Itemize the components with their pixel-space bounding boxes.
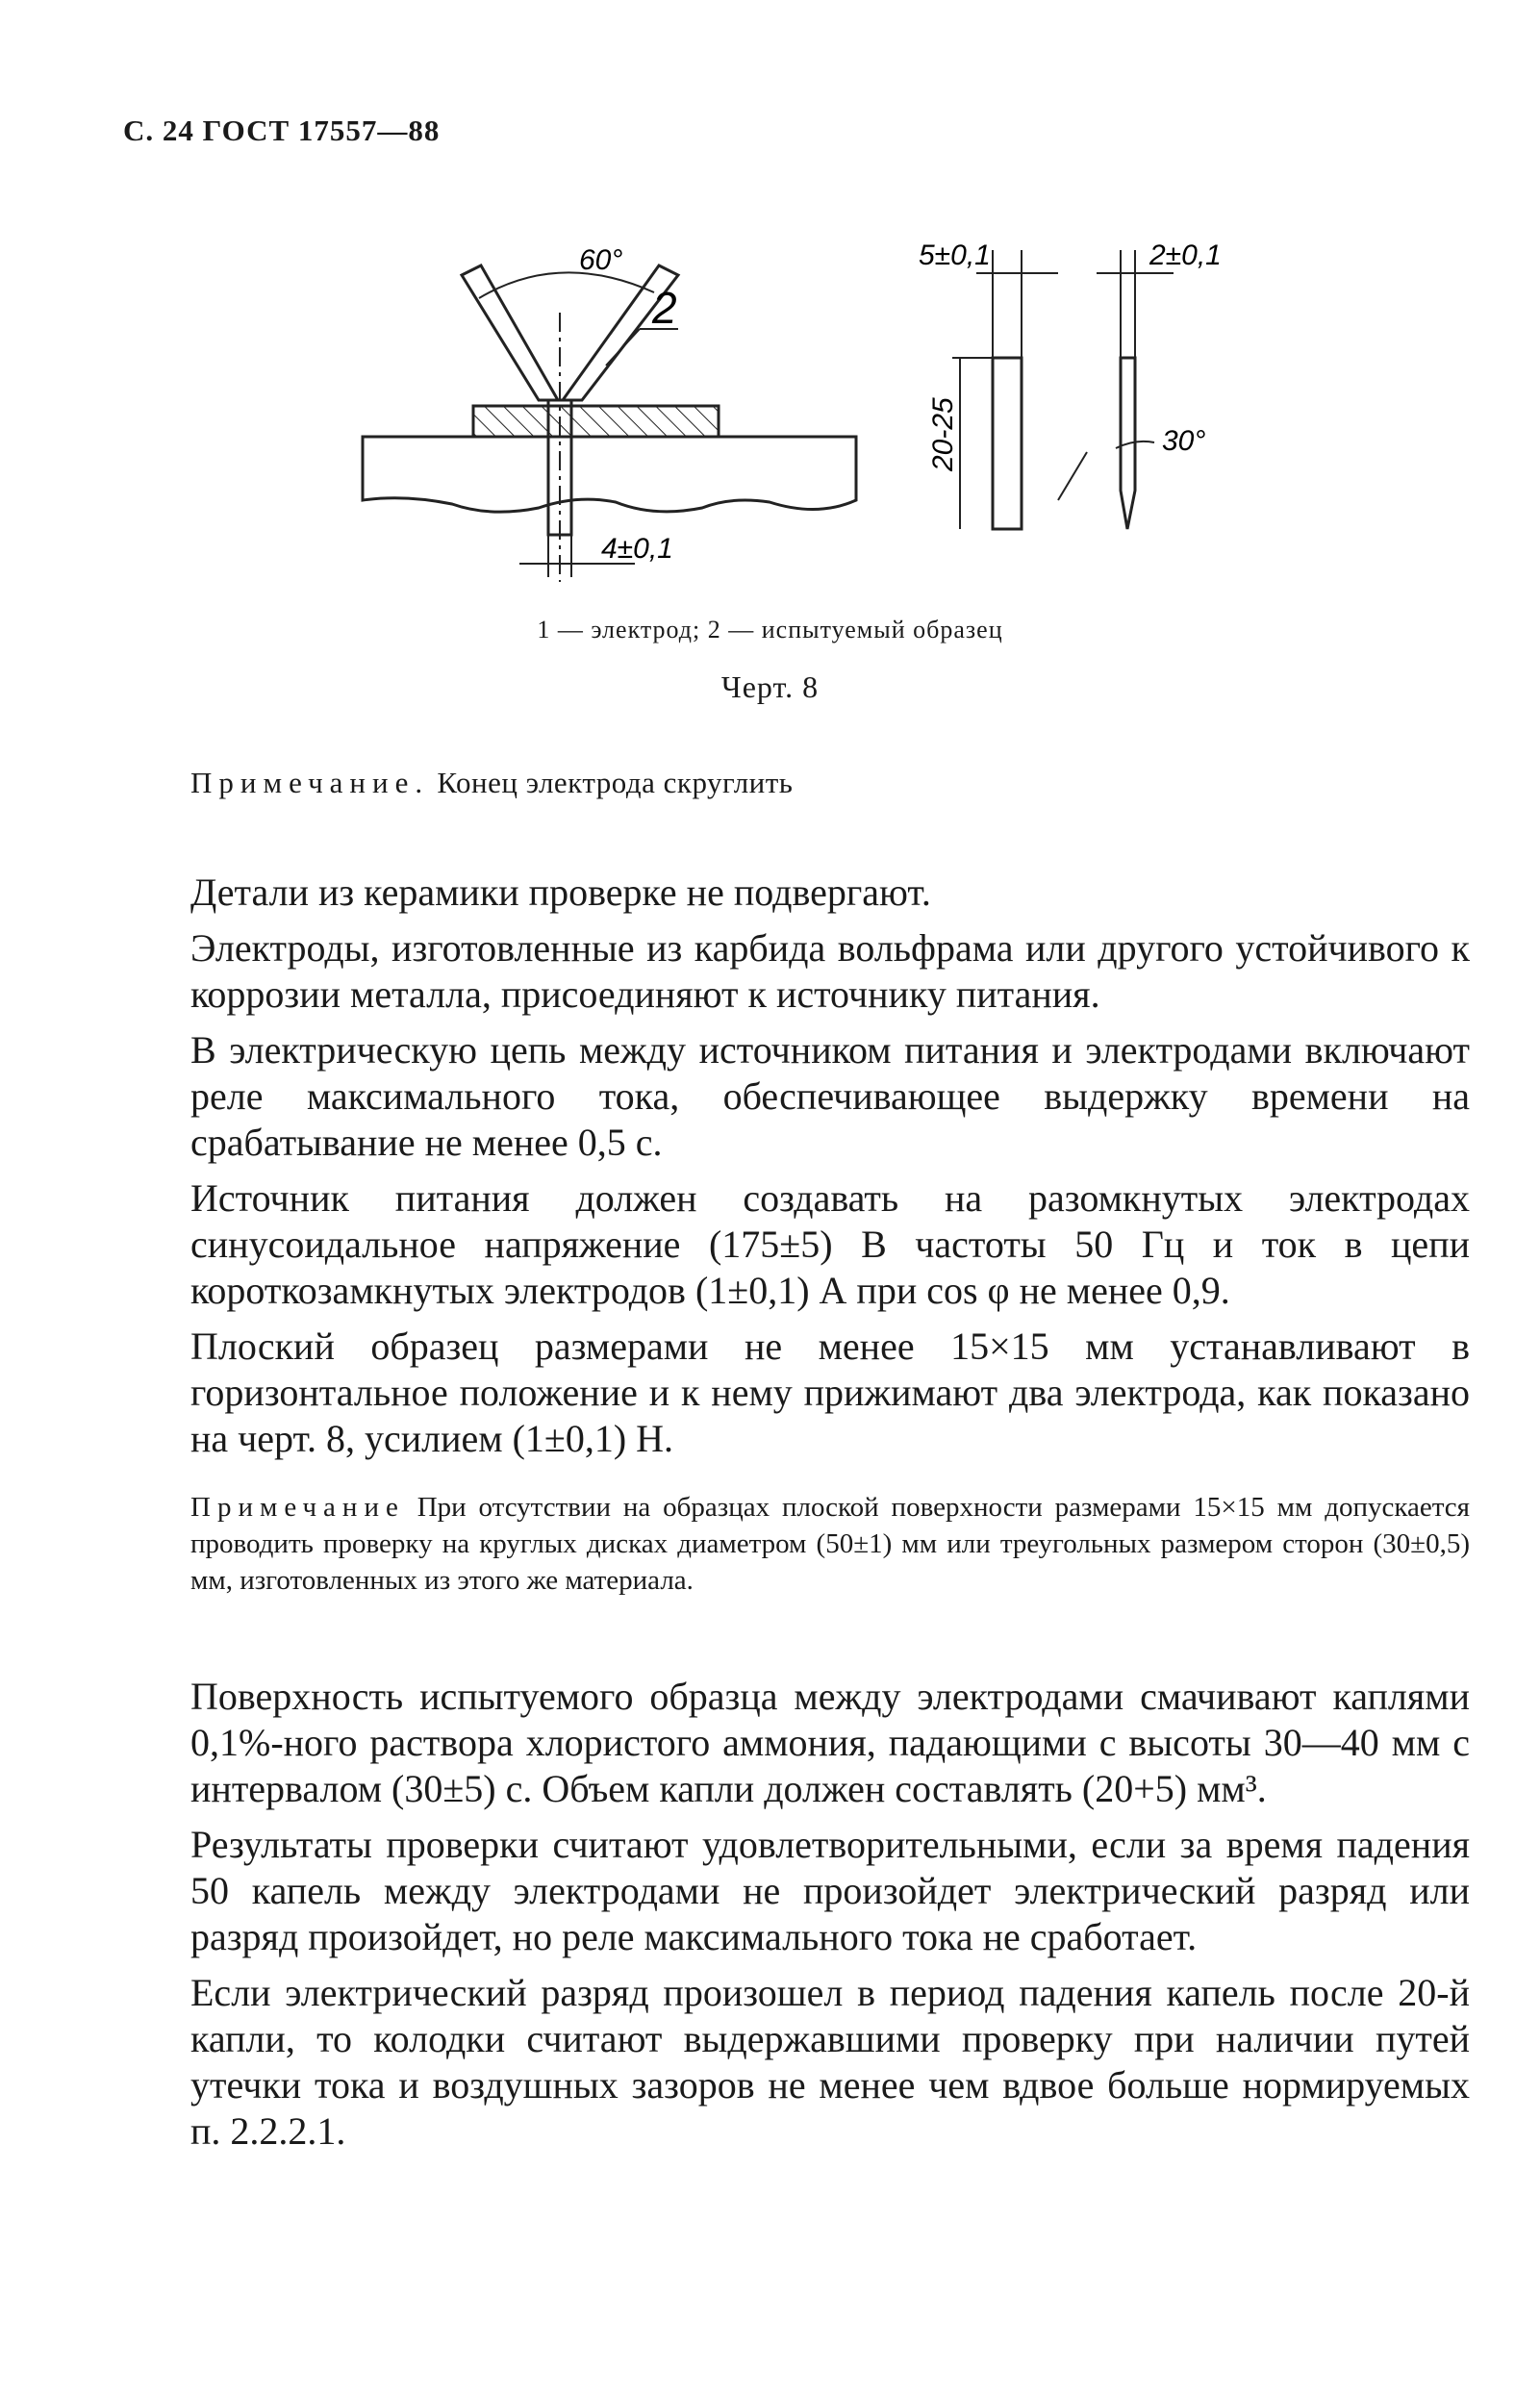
- svg-text:30°: 30°: [1162, 425, 1206, 457]
- paragraph: Электроды, изготовленные из карбида вольфрама или другого устойчивого к коррозии металла, присоединяют к источнику питания.: [190, 926, 1470, 1016]
- electrode-front: [993, 358, 1022, 529]
- body-block-a: [190, 870, 1470, 1472]
- paragraph: Плоский образец размерами не менее 15×15 мм устанавливают в горизонтальное положение и к нему прижимают два электрода, как показано на черт. 8, усилием (1±0,1) Н.: [190, 1325, 1470, 1460]
- note-1-label: Примечание.: [190, 766, 430, 799]
- base-plate: [363, 437, 856, 512]
- figure-drawing: [346, 212, 1270, 596]
- paragraph: Если электрический разряд произошел в период падения капель после 20-й капли, то колодки считают выдержавшими проверку при наличии путей утечки тока и воздушных зазоров не менее чем вдвое больше нормируемых п. 2.2.2.1.: [190, 1971, 1470, 2153]
- paragraph: Результаты проверки считают удовлетворительными, если за время падения 50 капель между электродами не произойдет электрический разряд или разряд произойдет, но реле максимального тока не сработает.: [190, 1823, 1470, 1958]
- figure-caption: 1 — электрод; 2 — испытуемый образец: [537, 616, 1003, 643]
- note-2-label: Примечание: [190, 1492, 405, 1523]
- note-2-text: При отсутствии на образцах плоской поверхности размерами 15×15 мм допускается проводить проверку на круглых дисках диаметром (50±1) мм или треугольных размером сторон (30±0,5) мм, изготовленных из этого же материала.: [190, 1492, 1470, 1596]
- note-2: [190, 1489, 1470, 1599]
- svg-text:60°: 60°: [579, 244, 623, 276]
- svg-text:5±0,1: 5±0,1: [919, 240, 991, 271]
- paragraph: Детали из керамики проверке не подвергают.: [190, 870, 931, 914]
- note-1-text: Конец электрода скруглить: [429, 766, 794, 799]
- svg-text:20-25: 20-25: [927, 397, 959, 471]
- paragraph: Источник питания должен создавать на разомкнутых электродах синусоидальное напряжение (175±5) В частоты 50 Гц и ток в цепи короткозамкнутых электродов (1±0,1) А при cos φ не менее 0,9.: [190, 1176, 1470, 1312]
- sample-plate: [473, 406, 719, 437]
- svg-text:2±0,1: 2±0,1: [1149, 240, 1222, 271]
- svg-text:4±0,1: 4±0,1: [601, 533, 673, 565]
- electrode-drawing: [346, 212, 1270, 596]
- note-1: [190, 766, 793, 800]
- page-header: С. 24 ГОСТ 17557—88: [123, 114, 441, 147]
- body-block-b: [190, 1674, 1470, 2164]
- figure-title: Черт. 8: [720, 669, 820, 704]
- paragraph: Поверхность испытуемого образца между электродами смачивают каплями 0,1%-ного раствора хлористого аммония, падающими с высоты 30—40 мм с интервалом (30±5) с. Объем капли должен составлять (20+5) мм³.: [190, 1675, 1470, 1810]
- svg-text:2: 2: [652, 283, 677, 333]
- paragraph: В электрическую цепь между источником питания и электродами включают реле максимального тока, обеспечивающее выдержку времени на срабатывание не менее 0,5 с.: [190, 1028, 1470, 1164]
- electrode-left: [462, 265, 558, 400]
